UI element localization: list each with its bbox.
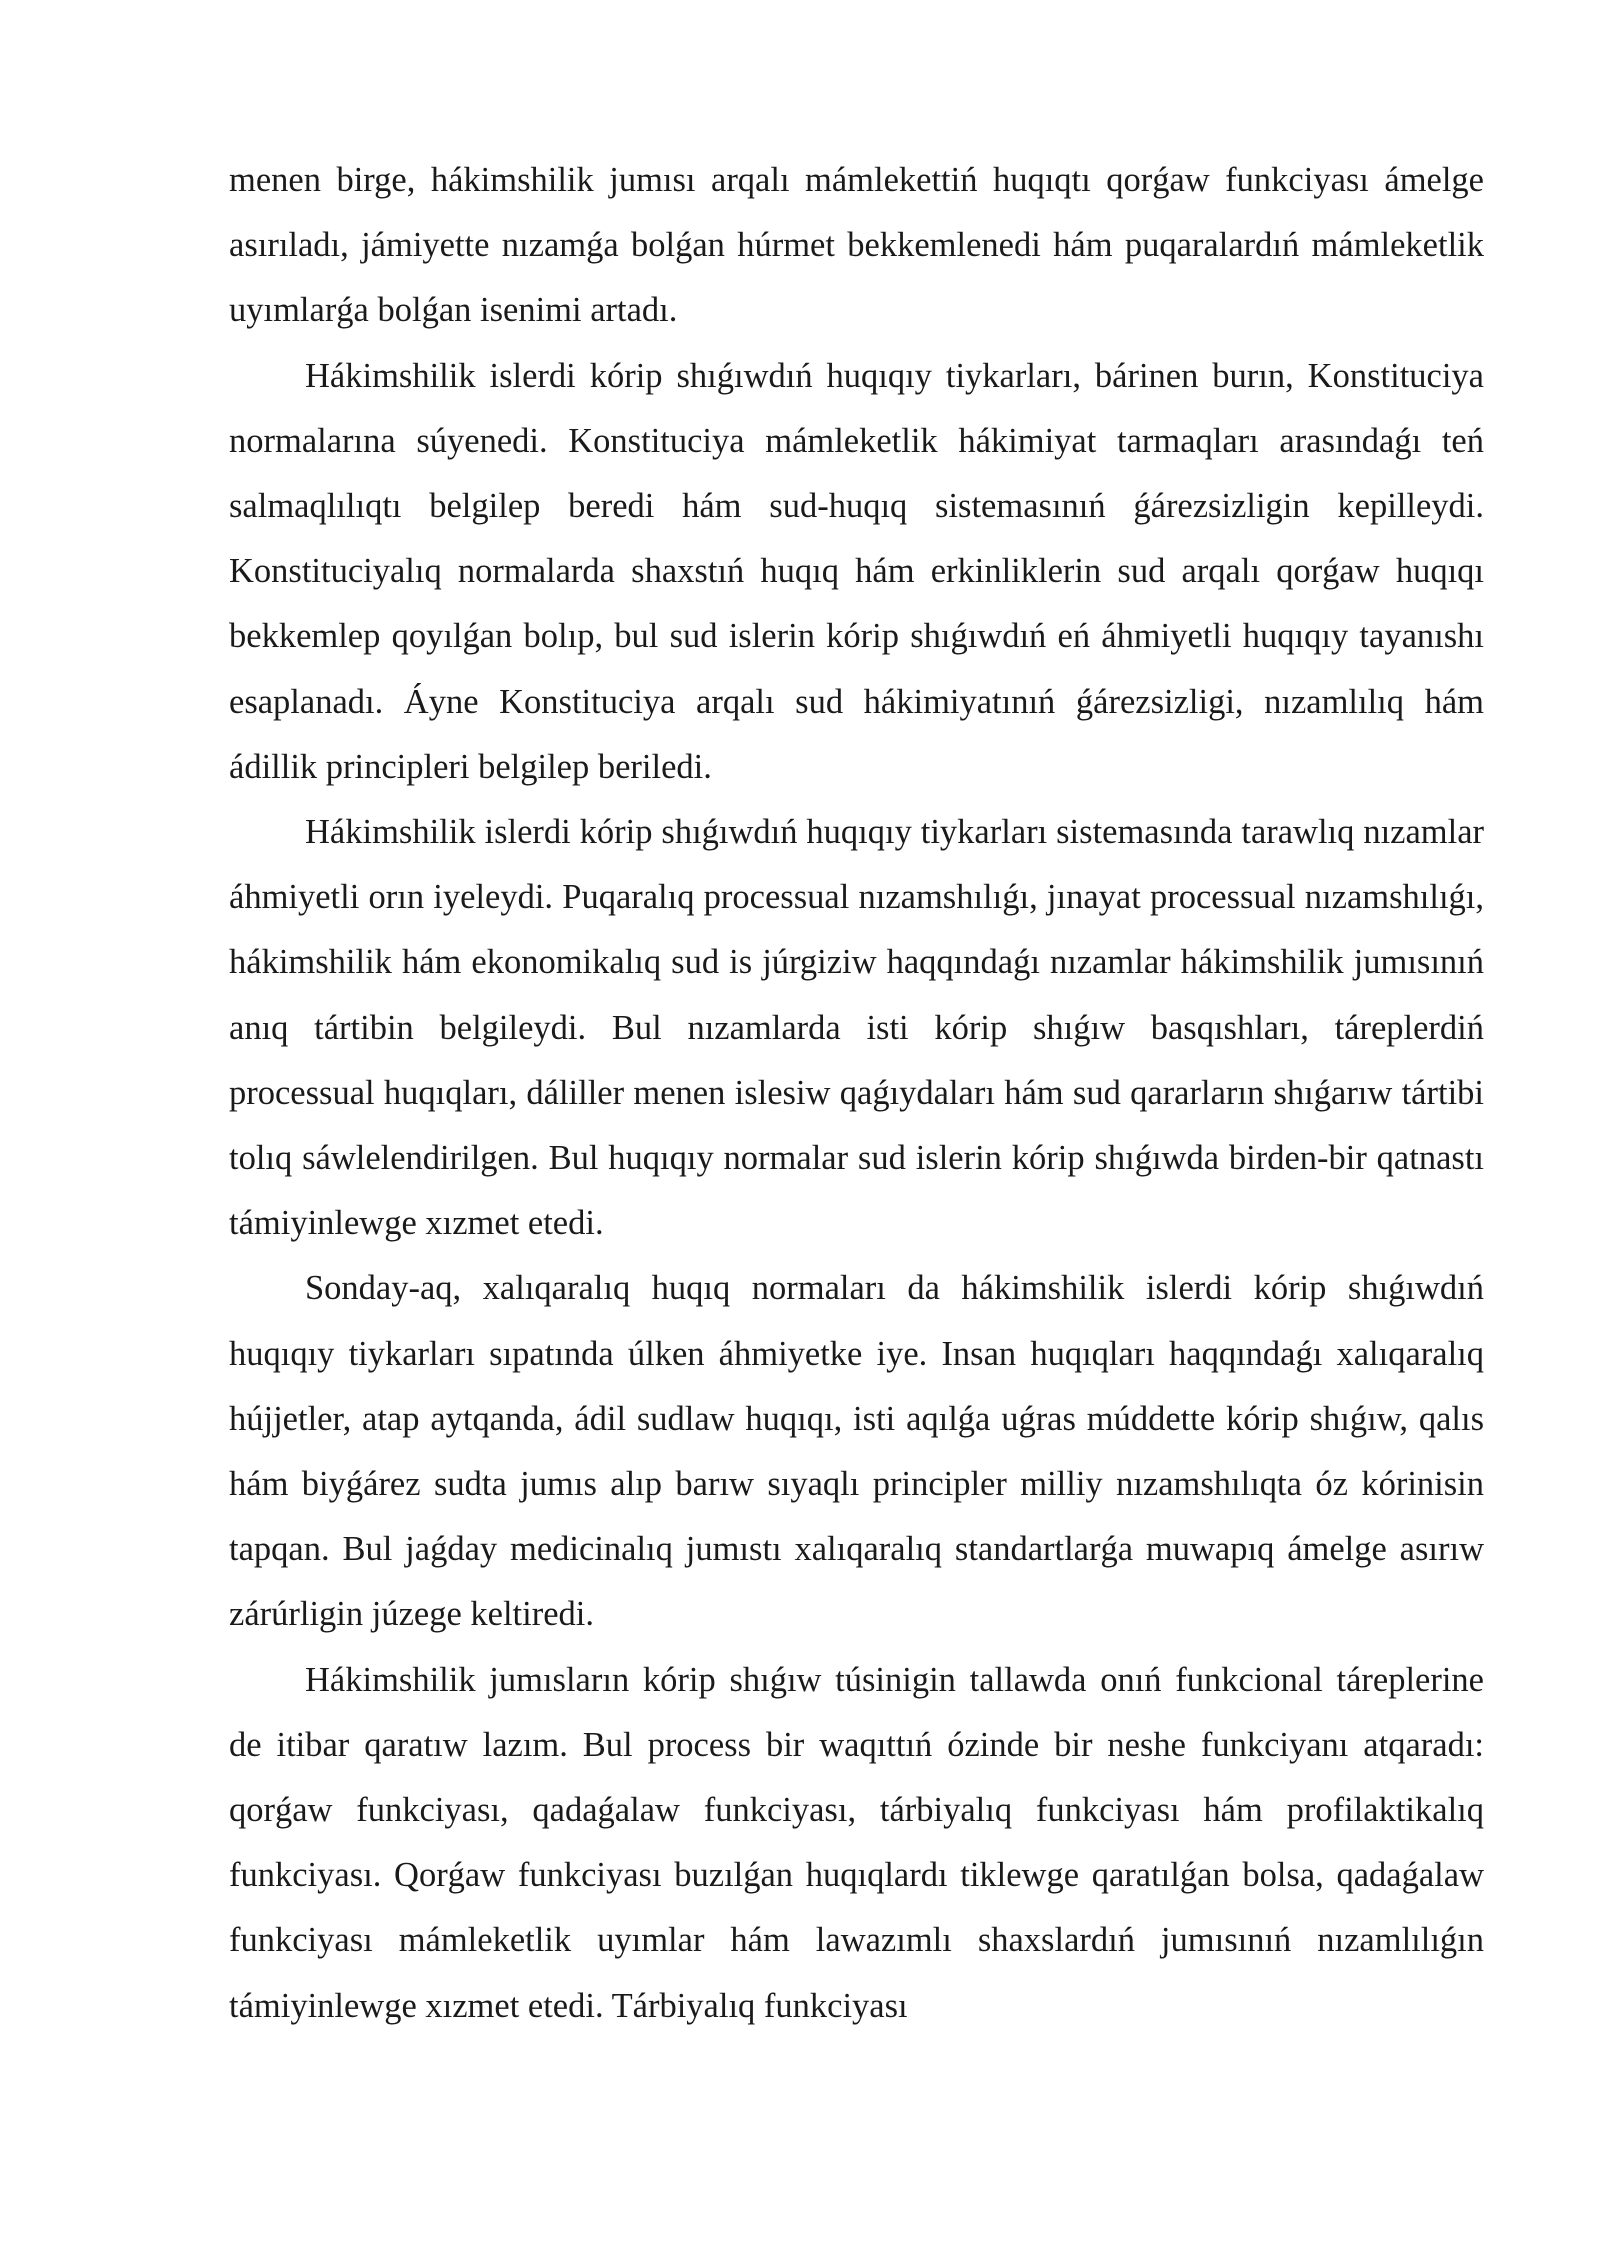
paragraph-sectoral-laws: Hákimshilik islerdi kórip shıǵıwdıń huqıqıy tiykarları sistemasında tarawlıq nızamlar áhmiyetli orın iyeleydi. Puqaralıq processual nızamshılıǵı, jınayat processual nızamshılıǵı, hákimshilik hám ekonomikalıq sud is júrgiziw haqqındaǵı nızamlar hákimshilik jumısınıń anıq tártibin belgileydi. Bul nızamlarda isti kórip shıǵıw basqıshları, táreplerdiń processual huqıqları, dáliller menen islesiw qaǵıydaları hám sud qararların shıǵarıw tártibi tolıq sáwlelendirilgen. Bul huqıqıy normalar sud islerin kórip shıǵıwda birden-bir qatnastı támiyinlewge xızmet etedi. — [229, 813, 1484, 1243]
paragraph-functions: Hákimshilik jumısların kórip shıǵıw túsinigin tallawda onıń funkcional táreplerine de itibar qaratıw lazım. Bul process bir waqıttıń ózinde bir neshe funkciyanı atqaradı: qorǵaw funkciyası, qadaǵalaw funkciyası, tárbiyalıq funkciyası hám profilaktikalıq funkciyası. Qorǵaw funkciyası buzılǵan huqıqlardı tiklewge qaratılǵan bolsa, qadaǵalaw funkciyası mámleketlik uyımlar hám lawazımlı shaxslardıń jumısınıń nızamlılıǵın támiyinlewge xızmet etedi. Tárbiyalıq funkciyası — [229, 1660, 1484, 2025]
paragraph-international-law: Sonday-aq, xalıqaralıq huqıq normaları da hákimshilik islerdi kórip shıǵıwdıń huqıqıy tiykarları sıpatında úlken áhmiyetke iye. Insan huqıqları haqqındaǵı xalıqaralıq hújjetler, atap aytqanda, ádil sudlaw huqıqı, isti aqılǵa uǵras múddette kórip shıǵıw, qalıs hám biyǵárez sudta jumıs alıp barıw sıyaqlı principler milliy nızamshılıqta óz kórinisin tapqan. Bul jaǵday medicinalıq jumıstı xalıqaralıq standartlarǵa muwapıq ámelge asırıw zárúrligin júzege keltiredi. — [229, 1269, 1484, 1634]
paragraph-constitution: Hákimshilik islerdi kórip shıǵıwdıń huqıqıy tiykarları, bárinen burın, Konstituciya normalarına súyenedi. Konstituciya mámleketlik hákimiyat tarmaqları arasındaǵı teń salmaqlılıqtı belgilep beredi hám sud-huqıq sistemasınıń ǵárezsizligin kepilleydi. Konstituciyalıq normalarda shaxstıń huqıq hám erkinliklerin sud arqalı qorǵaw huqıqı bekkemlep qoyılǵan bolıp, bul sud islerin kórip shıǵıwdıń eń áhmiyetli huqıqıy tayanıshı esaplanadı. Áyne Konstituciya arqalı sud hákimiyatınıń ǵárezsizligi, nızamlılıq hám ádillik principleri belgilep beriledi. — [229, 356, 1484, 786]
document-page — [229, 148, 1484, 2039]
paragraph-continuation: menen birge, hákimshilik jumısı arqalı mámlekettiń huqıqtı qorǵaw funkciyası ámelge asırıladı, jámiyette nızamǵa bolǵan húrmet bekkemlenedi hám puqaralardıń mámleketlik uyımlarǵa bolǵan isenimi artadı. — [229, 161, 1484, 330]
